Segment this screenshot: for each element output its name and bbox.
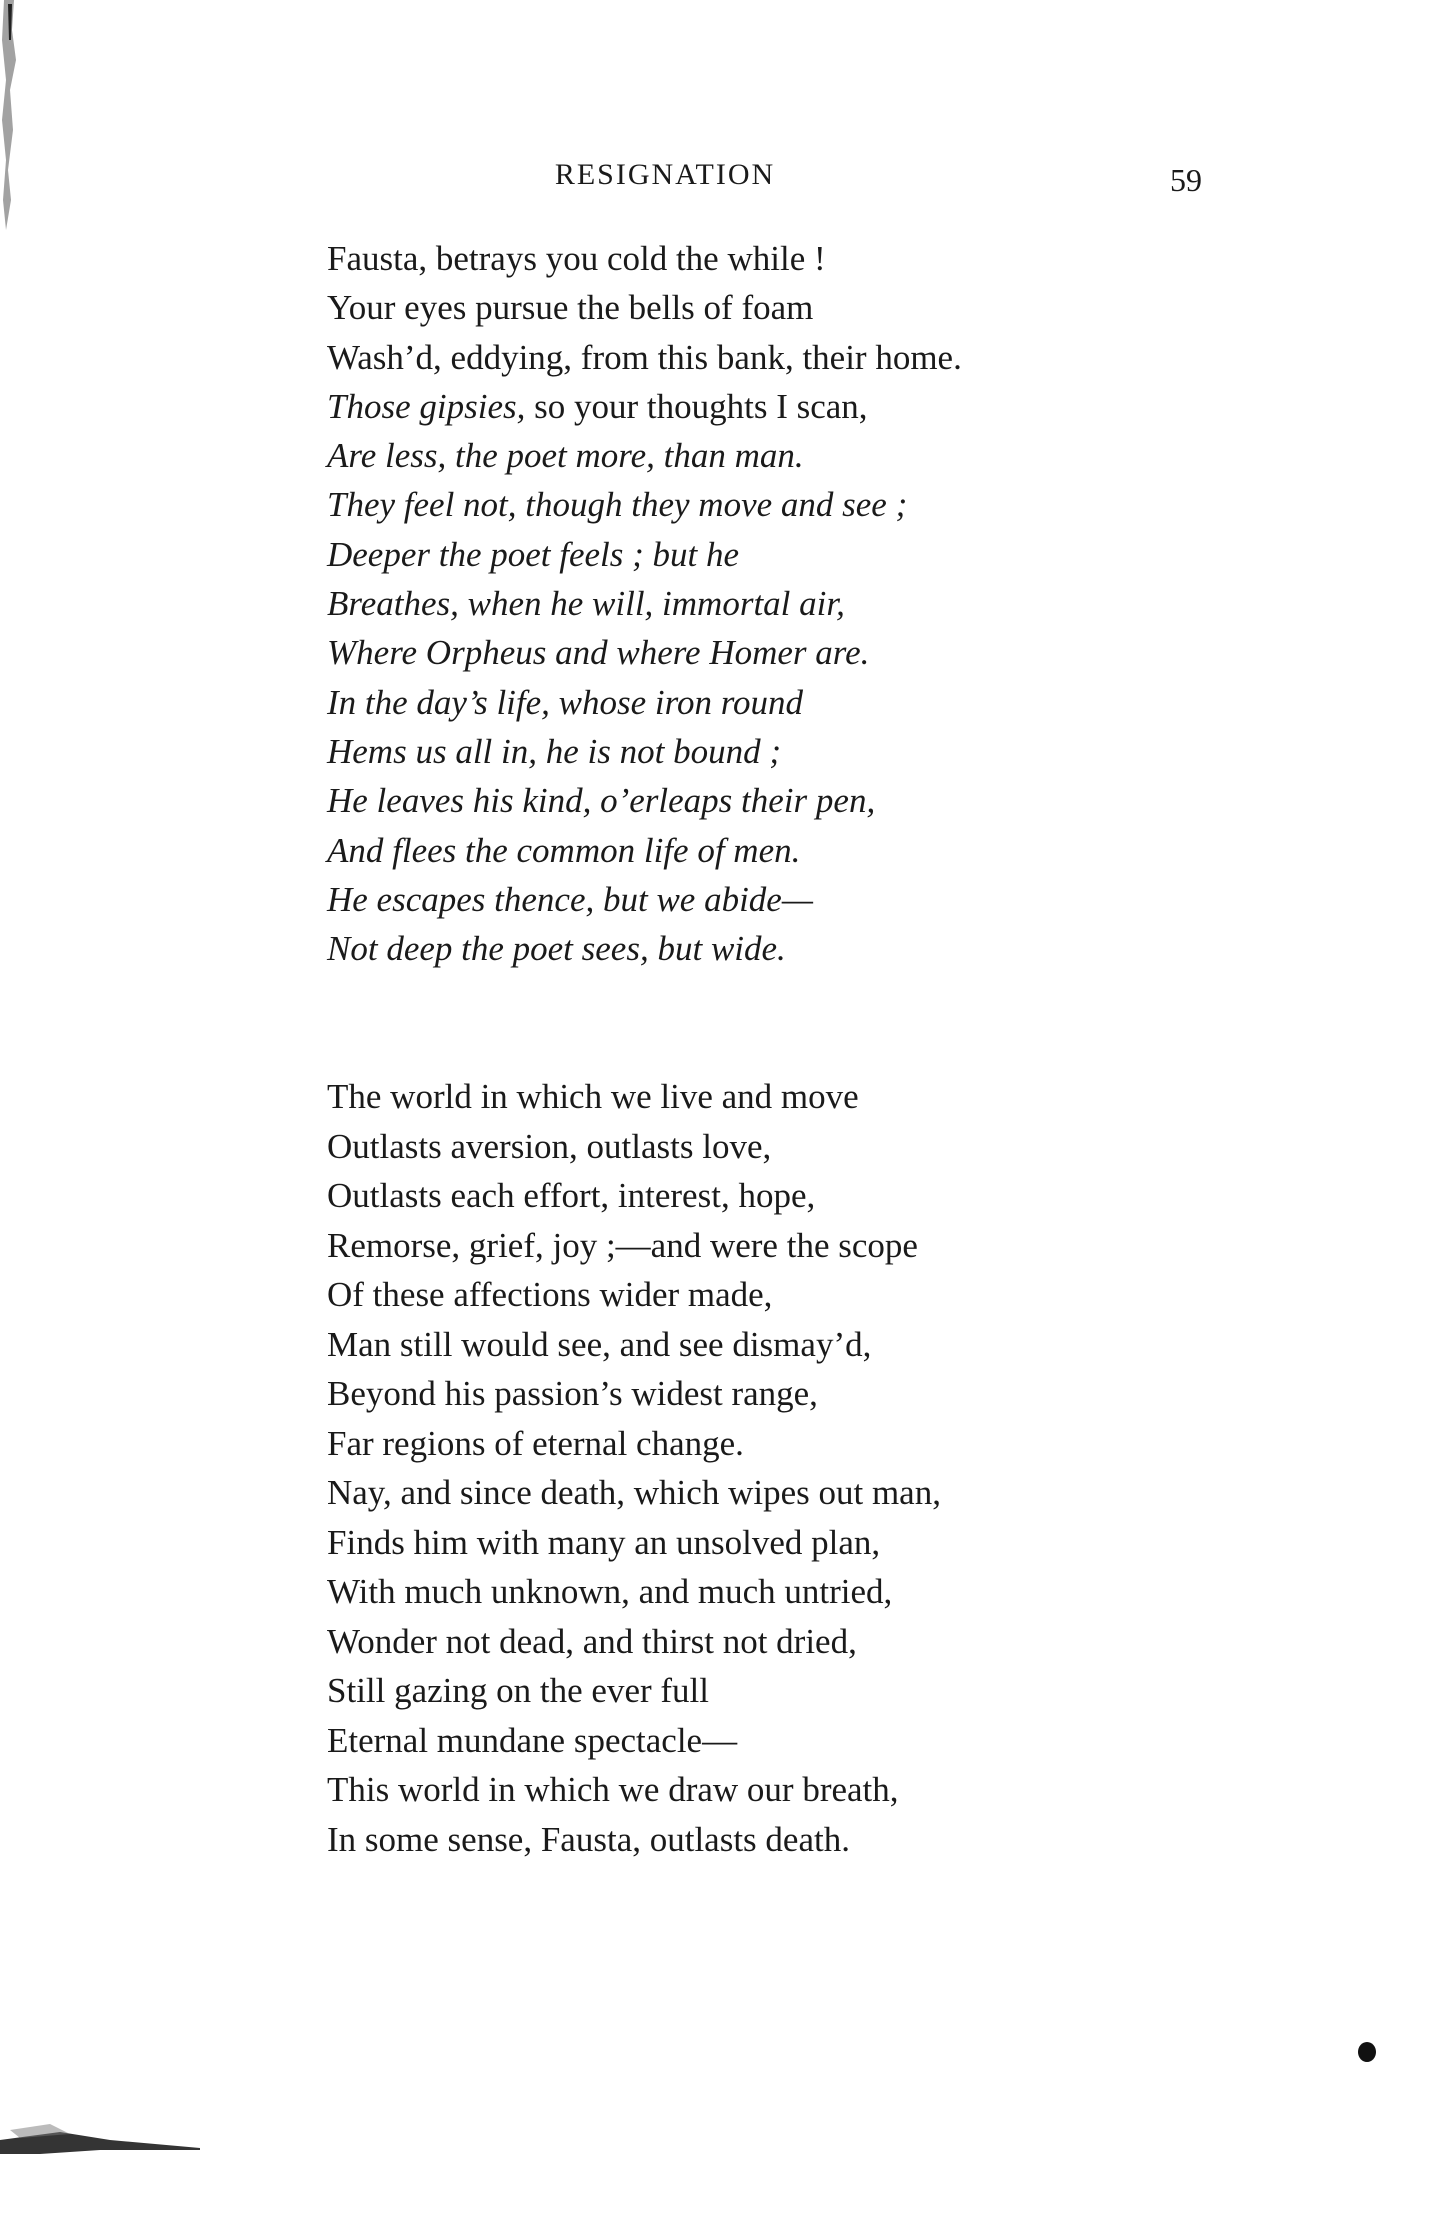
poem-line [327,1468,1227,1518]
poem-line-segment: Still gazing on the ever full [327,1671,709,1710]
poem-line [327,875,1227,924]
poem-line-segment: Outlasts aversion, outlasts love, [327,1126,772,1166]
poem-line-segment: Those gipsies, [327,386,526,426]
poem-line [327,727,1227,776]
poem-line-segment: Nay, and since death, which wipes out man, [327,1473,941,1512]
poem-line-segment: Finds him with many an unsolved plan, [327,1522,881,1562]
poem-line-segment: Of these affections wider made, [327,1275,773,1314]
poem-line [327,382,1227,431]
poem-line-segment: Far regions of eternal change. [327,1423,744,1463]
poem-line-segment: Deeper the poet feels ; but he [327,534,740,574]
poem-line [327,1518,1227,1568]
poem-line [327,826,1227,875]
poem-line-segment: Wash’d, eddying, from this bank, their home. [327,337,962,377]
poem-line-segment: And flees the common life of men. [327,830,801,870]
poem-line-segment: Man still would see, and see dismay’d, [327,1324,872,1364]
poem-line-segment: Hems us all in, he is not bound ; [327,731,782,771]
poem-line [327,1765,1227,1815]
scan-margin-artifact [0,0,40,260]
poem-line-segment: He escapes thence, but we abide— [327,879,813,919]
ink-blot [1358,2042,1376,2062]
scan-margin-artifact-bottom [0,2110,210,2160]
running-title: RESIGNATION [554,158,776,191]
poem-line [327,678,1227,727]
poem-line [327,1617,1227,1667]
poem-line-segment: Outlasts each effort, interest, hope, [327,1176,816,1215]
poem-line-segment: The world in which we live and move [327,1077,859,1116]
poem-line-segment: so your thoughts I scan, [525,386,868,426]
poem-line-segment: They feel not, though they move and see ; [327,485,908,525]
poem-line-segment: Fausta, betrays you cold the while ! [327,239,826,278]
poem-line [327,628,1227,677]
poem-line [327,283,1227,332]
poem-line-segment: Your eyes pursue the bells of foam [327,288,814,328]
poem-line-segment: With much unknown, and much untried, [327,1572,893,1611]
poem-line-segment: Wonder not dead, and thirst not dried, [327,1621,857,1661]
page-number: 59 [1170,162,1202,198]
poem-line [327,1666,1227,1716]
poem-line-segment: Where Orpheus and where Homer are. [327,633,870,673]
poem-line [327,333,1227,382]
poem-line [327,1221,1227,1271]
poem-line [327,1815,1227,1865]
poem-line-segment: In some sense, Fausta, outlasts death. [327,1819,850,1859]
poem-line-segment: In the day’s life, whose iron round [327,682,804,722]
stanza-2 [327,1072,1227,1864]
poem-line [327,1419,1227,1469]
poem-line [327,1320,1227,1370]
poem-line [327,530,1227,579]
poem-line [327,924,1227,973]
poem-line-segment: Eternal mundane spectacle— [327,1720,738,1760]
poem-line [327,579,1227,628]
poem-line-segment: Beyond his passion’s widest range, [327,1374,818,1413]
poem-line [327,1122,1227,1172]
poem-line [327,1716,1227,1766]
poem-line [327,234,1227,283]
poem-line-segment: He leaves his kind, o’erleaps their pen, [327,781,876,821]
poem-line [327,1369,1227,1419]
poem-line [327,1171,1227,1221]
poem-line [327,431,1227,480]
poem-line-segment: This world in which we draw our breath, [327,1770,899,1809]
poem-line [327,480,1227,529]
poem-line-segment: Breathes, when he will, immortal air, [327,584,845,624]
poem-line-segment: Not deep the poet sees, but wide. [327,929,786,969]
poem-line [327,1270,1227,1320]
poem-line-segment: Remorse, grief, joy ;—and were the scope [327,1225,918,1265]
poem-line [327,1567,1227,1617]
poem-line [327,776,1227,825]
poem-line-segment: Are less, the poet more, than man. [327,436,804,476]
stanza-1 [327,234,1227,973]
poem-line [327,1072,1227,1122]
